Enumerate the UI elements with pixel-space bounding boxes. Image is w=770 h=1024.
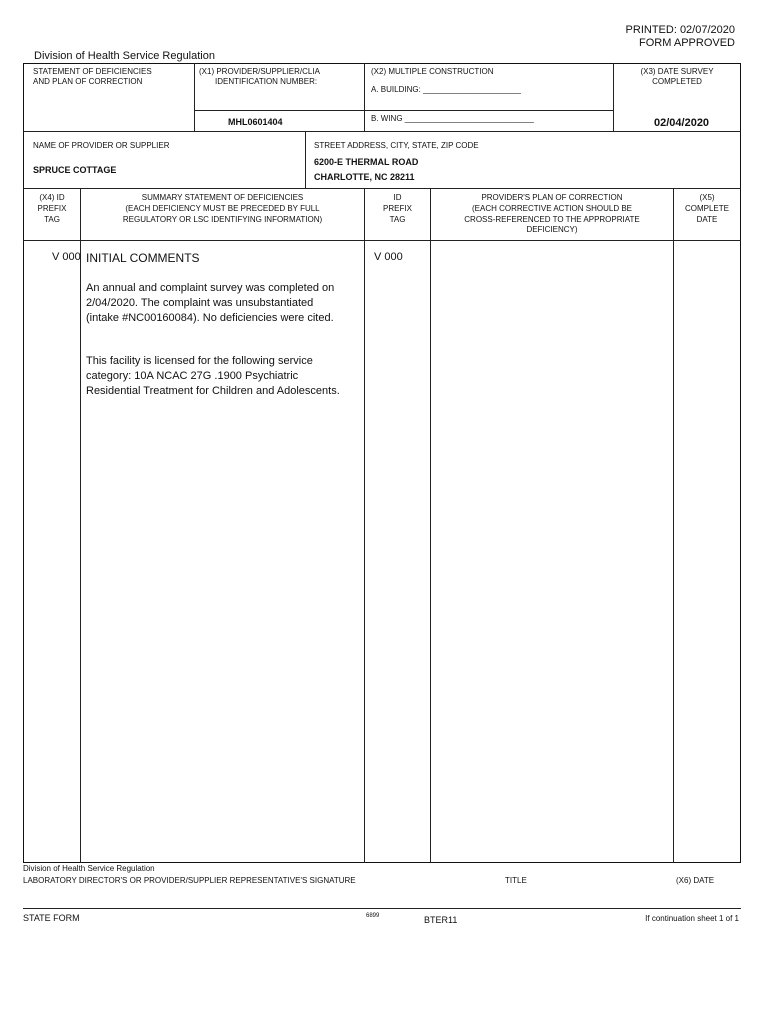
event-id: BTER11 (424, 915, 458, 925)
x2-label: (X2) MULTIPLE CONSTRUCTION (371, 67, 494, 76)
tag-right: V 000 (374, 251, 403, 263)
provider-name: SPRUCE COTTAGE (33, 165, 117, 175)
tag-left: V 000 (52, 251, 81, 263)
id-header-1: ID (393, 193, 402, 202)
provider-name-label: NAME OF PROVIDER OR SUPPLIER (33, 141, 170, 150)
survey-date: 02/04/2020 (654, 117, 710, 129)
x2-building: A. BUILDING: ______________________ (371, 85, 521, 94)
x6-date-label: (X6) DATE (676, 876, 715, 885)
statement-label-2: AND PLAN OF CORRECTION (33, 77, 143, 86)
summary-header-1: SUMMARY STATEMENT OF DEFICIENCIES (141, 193, 304, 202)
x4-header-3: TAG (44, 215, 60, 224)
plan-header-4: DEFICIENCY) (526, 225, 578, 234)
footer-division: Division of Health Service Regulation (23, 864, 155, 873)
division-title: Division of Health Service Regulation (34, 50, 215, 62)
x1-label-2: IDENTIFICATION NUMBER: (215, 77, 318, 86)
x4-header-2: PREFIX (37, 204, 67, 213)
x5-header-2: COMPLETE (684, 204, 729, 213)
address-line1: 6200-E THERMAL ROAD (314, 157, 419, 167)
id-header-3: TAG (389, 215, 406, 224)
x4-header-1: (X4) ID (39, 193, 65, 202)
entry-paragraph-1: An annual and complaint survey was completed on 2/04/2020. The complaint was unsubstantiated (intake #NC00160084). No deficiencies were cited. (86, 282, 335, 324)
provider-id-number: MHL0601404 (228, 117, 283, 127)
x5-header-1: (X5) (699, 193, 715, 202)
state-form-label: STATE FORM (23, 913, 80, 923)
x3-label-1: (X3) DATE SURVEY (640, 67, 714, 76)
summary-header-3: REGULATORY OR LSC IDENTIFYING INFORMATION) (122, 215, 323, 224)
id-header-2: PREFIX (383, 204, 412, 213)
x5-header-3: DATE (696, 215, 718, 224)
plan-header-2: (EACH CORRECTIVE ACTION SHOULD BE (471, 204, 633, 213)
form-code: 6899 (366, 913, 380, 919)
x1-label-1: (X1) PROVIDER/SUPPLIER/CLIA (199, 67, 320, 76)
x2-wing: B. WING _____________________________ (371, 114, 534, 123)
form-approved: FORM APPROVED (639, 37, 735, 49)
entry-paragraph-2: This facility is licensed for the following service category: 10A NCAC 27G .1900 Psychiatric Residential Treatment for Children and Adolescents. (86, 355, 340, 397)
printed-date: PRINTED: 02/07/2020 (625, 24, 735, 36)
address-line2: CHARLOTTE, NC 28211 (314, 172, 415, 182)
summary-header-2: (EACH DEFICIENCY MUST BE PRECEDED BY FULL (125, 204, 320, 213)
signature-label: LABORATORY DIRECTOR'S OR PROVIDER/SUPPLIER REPRESENTATIVE'S SIGNATURE (23, 876, 356, 885)
plan-header-3: CROSS-REFERENCED TO THE APPROPRIATE (464, 215, 640, 224)
statement-label-1: STATEMENT OF DEFICIENCIES (33, 67, 152, 76)
plan-header-1: PROVIDER'S PLAN OF CORRECTION (481, 193, 623, 202)
address-label: STREET ADDRESS, CITY, STATE, ZIP CODE (314, 141, 479, 150)
x3-label-2: COMPLETED (652, 77, 702, 86)
title-label: TITLE (505, 876, 527, 885)
continuation-sheet: If continuation sheet 1 of 1 (645, 914, 739, 923)
entry-heading: INITIAL COMMENTS (86, 251, 200, 265)
